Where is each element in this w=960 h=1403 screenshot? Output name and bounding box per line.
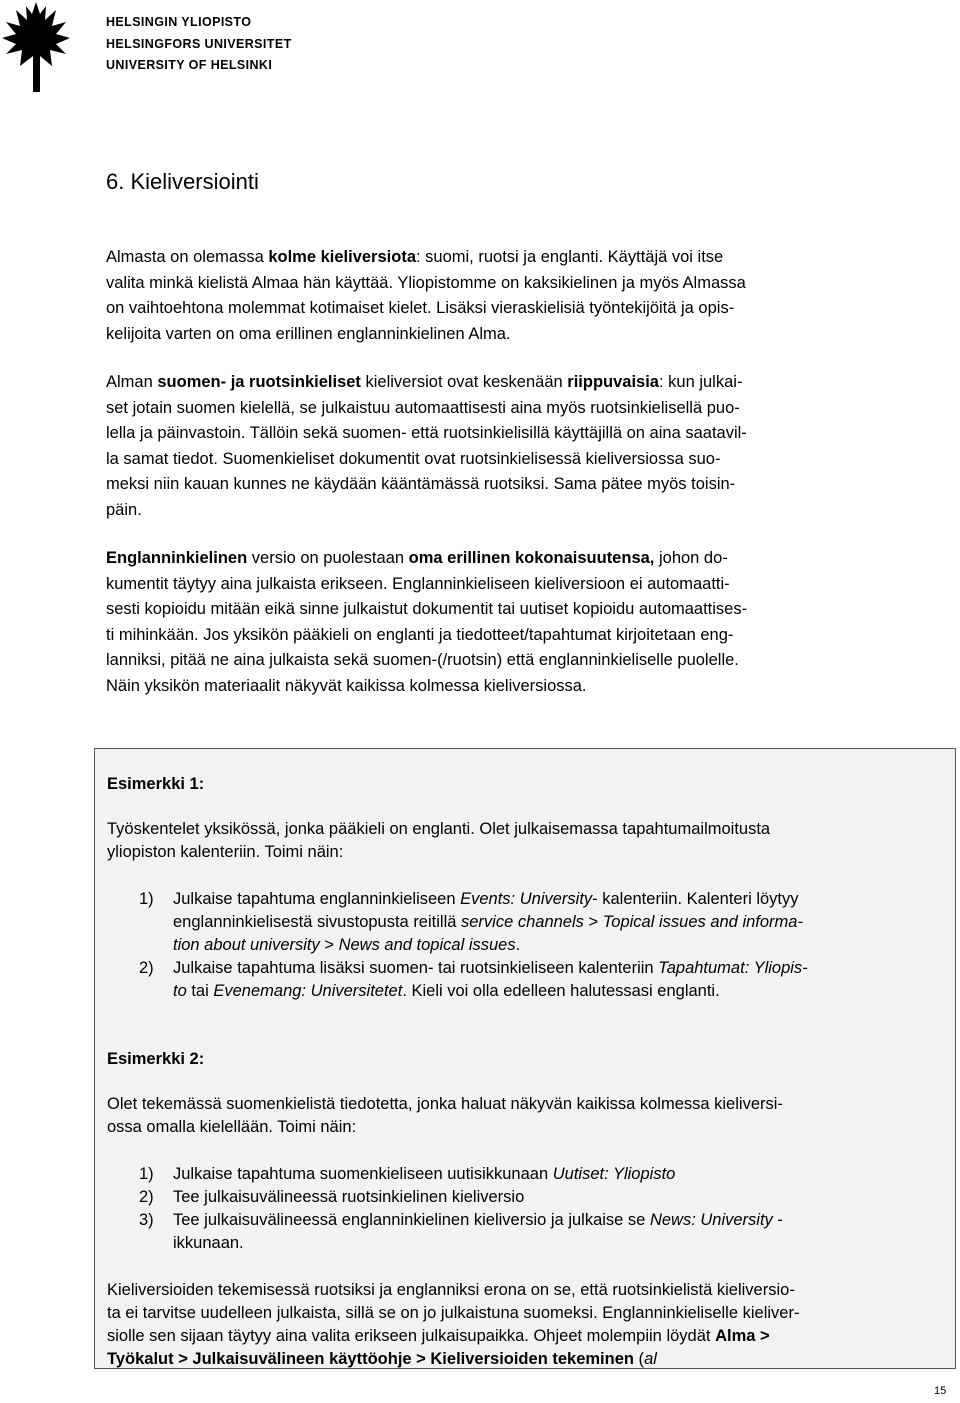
section-title: 6. Kieliversiointi (106, 169, 259, 194)
example1-steps (139, 888, 939, 1003)
examples-box (94, 748, 956, 1369)
example2-intro (107, 1093, 949, 1139)
university-name-en: UNIVERSITY OF HELSINKI (106, 58, 273, 72)
university-names (106, 12, 292, 77)
university-flame-logo-icon (0, 0, 72, 96)
list-item: 1) Julkaise tapahtuma englanninkieliseen Events: University- kalenteriin. Kalenteri löytyy englanninkielisestä sivustopusta reitillä service channels > Topical issues and informa- tion about university > News and topical issues. (139, 890, 803, 954)
text-line: Työskentelet yksikössä, jonka pääkieli on englanti. Olet julkaisemassa tapahtumailmoitusta (107, 820, 771, 838)
text-line: Kieliversioiden tekemisessä ruotsiksi ja englanniksi erona on se, että ruotsinkielistä kieliversio- (107, 1281, 795, 1299)
example1-title: Esimerkki 1: (107, 775, 205, 793)
paragraph-english-version (106, 546, 954, 699)
page-number: 15 (934, 1385, 947, 1397)
list-item: 1) Julkaise tapahtuma suomenkieliseen uutisikkunaan Uutiset: Yliopisto (139, 1165, 676, 1183)
text-line: yliopiston kalenteriin. Toimi näin: (107, 843, 344, 861)
text-line: Almasta on olemassa kolme kieliversiota: suomi, ruotsi ja englanti. Käyttäjä voi itse (106, 248, 724, 266)
text-line: set jotain suomen kielellä, se julkaistuu automaattisesti aina myös ruotsinkielisellä puo- (106, 398, 740, 417)
text-line: Työkalut > Julkaisuvälineen käyttöohje > Kieliversioiden tekeminen (al (107, 1350, 657, 1368)
example2-closing (107, 1279, 949, 1371)
text-line: lella ja päinvastoin. Tällöin sekä suomen- että ruotsinkielisillä käyttäjillä on aina saatavil- (106, 424, 747, 442)
text-line: la samat tiedot. Suomenkieliset dokumentit ovat ruotsinkielisessä kieliversiossa suo- (106, 449, 721, 468)
list-item: 2) Julkaise tapahtuma lisäksi suomen- tai ruotsinkieliseen kalenteriin Tapahtumat: Yliopis- to tai Evenemang: Universitetet. Kieli voi olla edelleen halutessasi englanti. (139, 959, 808, 1000)
text-line: valita minkä kielistä Almaa hän käyttää. Yliopistomme on kaksikielinen ja myös Almassa (106, 273, 746, 292)
university-name-fi: HELSINGIN YLIOPISTO (106, 15, 252, 29)
text-line: päin. (106, 500, 142, 519)
text-line: meksi niin kauan kunnes ne käydään kääntämässä ruotsiksi. Sama pätee myös toisin- (106, 475, 736, 493)
text-line: on vaihtoehtona molemmat kotimaiset kielet. Lisäksi vieraskielisiä työntekijöitä ja opis- (106, 299, 735, 317)
text-line: Englanninkielinen versio on puolestaan oma erillinen kokonaisuutensa, johon do- (106, 549, 728, 567)
example2-title: Esimerkki 2: (107, 1050, 205, 1068)
text-line: Näin yksikön materiaalit näkyvät kaikissa kolmessa kieliversiossa. (106, 676, 587, 695)
example2-steps (139, 1163, 939, 1255)
text-line: Olet tekemässä suomenkielistä tiedotetta, jonka haluat näkyvän kaikissa kolmessa kieliversi- (107, 1095, 783, 1113)
text-line: kumentit täytyy aina julkaista erikseen. Englanninkieliseen kieliversioon ei automaatti- (106, 574, 730, 593)
university-name-sv: HELSINGFORS UNIVERSITET (106, 36, 292, 51)
paragraph-language-versions (106, 245, 954, 347)
text-line: kelijoita varten on oma erillinen englanninkielinen Alma. (106, 324, 511, 343)
text-line: ti mihinkään. Jos yksikön pääkieli on englanti ja tiedotteet/tapahtumat kirjoitetaan eng- (106, 625, 734, 644)
example1-intro (107, 818, 949, 864)
paragraph-dependent-versions (106, 370, 954, 523)
text-line: lanniksi, pitää ne aina julkaista sekä suomen-(/ruotsin) että englanninkieliselle puolelle. (106, 651, 739, 669)
text-line: ta ei tarvitse uudelleen julkaista, sillä se on jo julkaistuna suomeksi. Englanninkieliselle kieliver- (107, 1304, 800, 1322)
text-line: sesti kopioidu mitään eikä sinne julkaistut dokumentit tai uutiset kopioidu automaattises- (106, 600, 748, 618)
text-line: siolle sen sijaan täytyy aina valita erikseen julkaisupaikka. Ohjeet molempiin löydät Alma > (107, 1327, 770, 1345)
text-line: Alman suomen- ja ruotsinkieliset kieliversiot ovat keskenään riippuvaisia: kun julkai- (106, 373, 743, 391)
text-line: ossa omalla kielellään. Toimi näin: (107, 1118, 357, 1136)
list-item: 2) Tee julkaisuvälineessä ruotsinkielinen kieliversio (139, 1188, 525, 1206)
list-item: 3) Tee julkaisuvälineessä englanninkielinen kieliversio ja julkaise se News: University - ikkunaan. (139, 1211, 783, 1252)
